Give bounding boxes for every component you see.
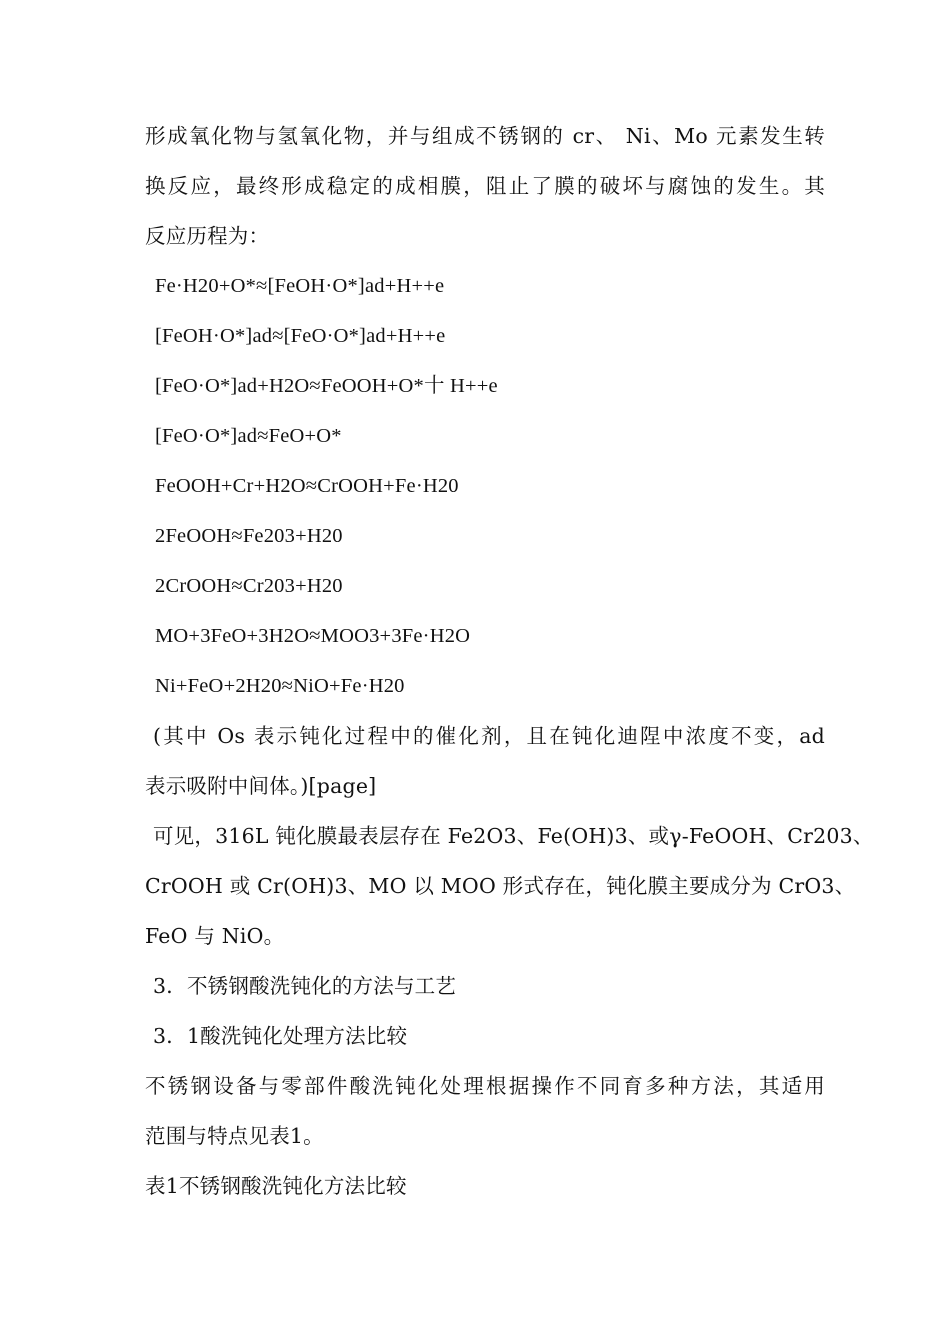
- reaction-formula: [FeO·O*]ad+H2O≈FeOOH+O*十 H++e: [155, 375, 498, 397]
- reaction-formula: Fe·H20+O*≈[FeOH·O*]ad+H++e: [155, 275, 445, 297]
- section-heading: 3．不锈钢酸洗钝化的方法与工艺: [153, 974, 457, 998]
- note-text-line: (其中 Os 表示钝化过程中的催化剂，且在钝化迪陧中浓度不变，ad: [153, 724, 825, 748]
- note-text-line: 表示吸附中间体。)[page]: [145, 774, 377, 798]
- body-text-line: 形成氧化物与氢氧化物，并与组成不锈钢的 cr、 Ni、Mo 元素发生转: [145, 124, 825, 148]
- body-text-line: 反应历程为：: [145, 224, 270, 248]
- body-text-line: FeO 与 NiO。: [145, 924, 285, 948]
- body-text-line: 可见，316L 钝化膜最表层存在 Fe2O3、Fe(OH)3、或γ-FeOOH、Cr203、: [153, 824, 874, 848]
- table-caption: 表1不锈钢酸洗钝化方法比较: [145, 1174, 407, 1198]
- reaction-formula: 2FeOOH≈Fe203+H20: [155, 525, 343, 547]
- reaction-formula: Ni+FeO+2H20≈NiO+Fe·H20: [155, 675, 405, 697]
- reaction-formula: MO+3FeO+3H2O≈MOO3+3Fe·H2O: [155, 625, 471, 647]
- body-text-line: CrOOH 或 Cr(OH)3、MO 以 MOO 形式存在，钝化膜主要成分为 CrO3、: [145, 874, 856, 898]
- subsection-heading: 3．1酸洗钝化处理方法比较: [153, 1024, 408, 1048]
- body-text-line: 范围与特点见表1。: [145, 1124, 324, 1148]
- reaction-formula: [FeOH·O*]ad≈[FeO·O*]ad+H++e: [155, 325, 446, 347]
- reaction-formula: [FeO·O*]ad≈FeO+O*: [155, 425, 342, 447]
- body-text-line: 换反应，最终形成稳定的成相膜，阻止了膜的破坏与腐蚀的发生。其: [145, 174, 825, 198]
- reaction-formula: FeOOH+Cr+H2O≈CrOOH+Fe·H20: [155, 475, 459, 497]
- reaction-formula: 2CrOOH≈Cr203+H20: [155, 575, 343, 597]
- body-text-line: 不锈钢设备与零部件酸洗钝化处理根据操作不同育多种方法，其适用: [145, 1074, 825, 1098]
